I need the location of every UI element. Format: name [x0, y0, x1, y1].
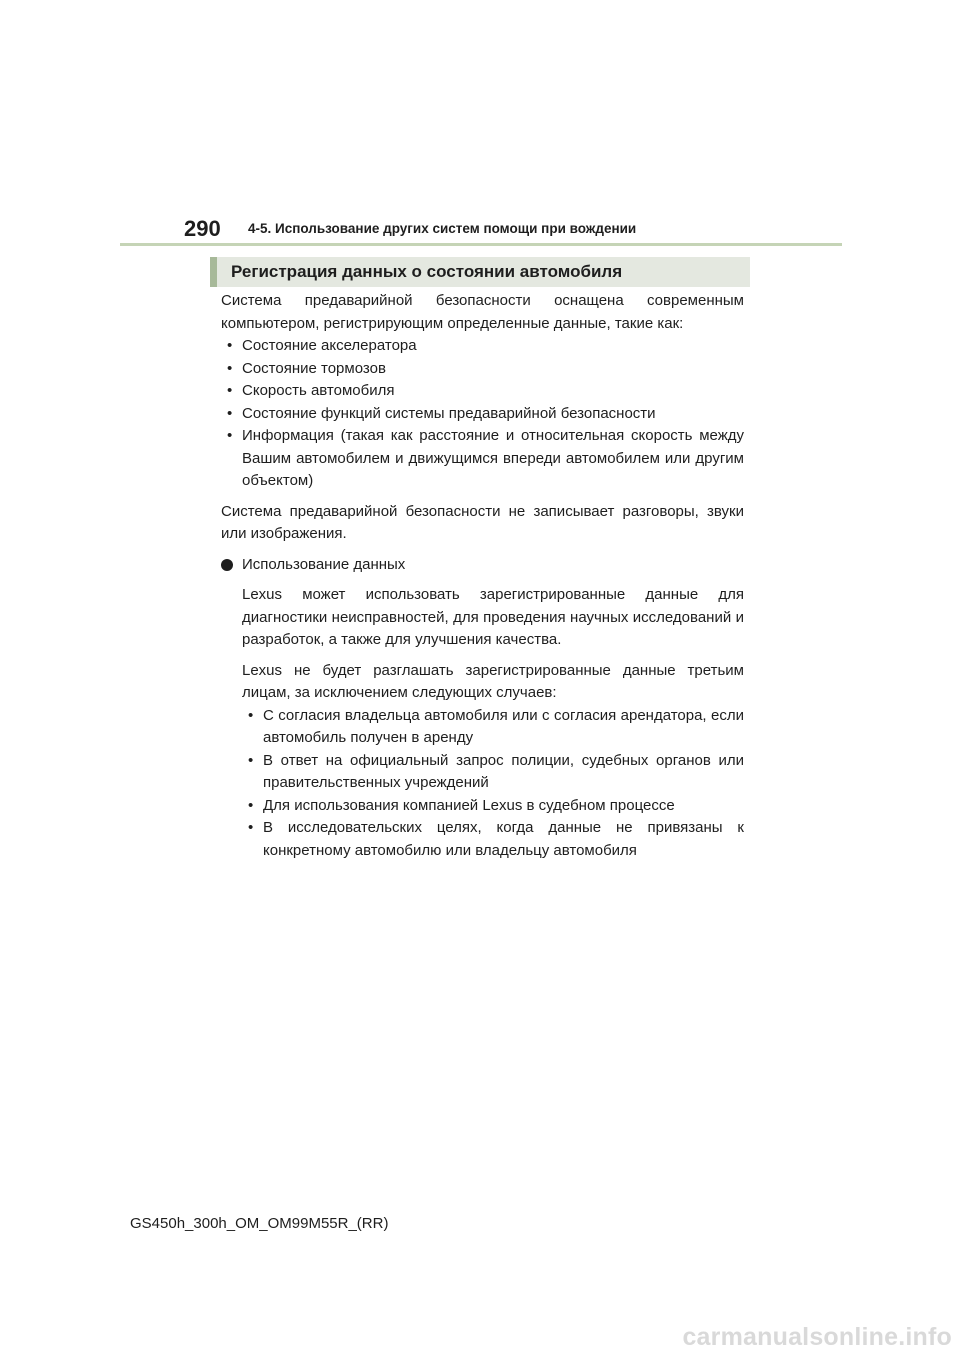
list-item-text: С согласия владельца автомобиля или с согласия арендатора, если автомобиль получен в аренду [263, 706, 744, 746]
bullet-icon: • [248, 819, 254, 836]
list-item [221, 358, 744, 381]
filled-circle-icon [221, 559, 233, 571]
list-item [242, 750, 744, 795]
section-title: Регистрация данных о состоянии автомобиля [231, 262, 623, 281]
list-item-text: В ответ на официальный запрос полиции, судебных органов или правительственных учреждений [263, 751, 744, 791]
disclosure-paragraph: Lexus не будет разглашать зарегистрированные данные третьим лицам, за исключением следующих случаев: [242, 661, 744, 701]
bullet-icon: • [227, 427, 233, 444]
header-divider [120, 243, 842, 246]
usage-heading [221, 554, 744, 577]
list-item [242, 705, 744, 750]
bullet-icon: • [248, 796, 254, 814]
list-item-text: Состояние тормозов [242, 359, 386, 377]
document-code: GS450h_300h_OM_OM99M55R_(RR) [130, 1215, 389, 1232]
intro-paragraph: Система предаварийной безопасности оснащена современным компьютером, регистрирующим определенные данные, такие как: [221, 292, 744, 332]
list-item [221, 403, 744, 426]
bullet-icon: • [227, 337, 233, 354]
usage-paragraph: Lexus может использовать зарегистрированные данные для диагностики неисправностей, для проведения научных исследований и разработок, а также для улучшения качества. [242, 586, 744, 648]
bullet-icon: • [248, 706, 254, 724]
bullet-icon: • [227, 404, 233, 422]
section-title-bar [210, 257, 750, 287]
list-item [221, 380, 744, 403]
list-item-text: Состояние функций системы предаварийной безопасности [242, 404, 656, 422]
main-content [221, 290, 744, 862]
list-item-text: Состояние акселератора [242, 337, 417, 354]
list-item-text: Информация (такая как расстояние и относительная скорость между Вашим автомобилем и движущимся впереди автомобилем или другим объектом) [242, 427, 744, 489]
list-item [221, 425, 744, 493]
section-header: 4-5. Использование других систем помощи при вождении [248, 221, 637, 236]
list-item [242, 817, 744, 862]
bullet-icon: • [248, 751, 254, 769]
bullet-icon: • [227, 382, 233, 399]
list-item-text: В исследовательских целях, когда данные не привязаны к конкретному автомобилю или владельцу автомобиля [263, 819, 744, 859]
list-item [242, 795, 744, 818]
list-item-text: Скорость автомобиля [242, 382, 395, 399]
list-item [221, 335, 744, 358]
usage-heading-text: Использование данных [242, 555, 406, 573]
watermark: carmanualsonline.info [682, 1323, 952, 1351]
page-number: 290 [184, 216, 221, 241]
list-item-text: Для использования компанией Lexus в судебном процессе [263, 796, 675, 814]
no-recording-paragraph: Система предаварийной безопасности не записывает разговоры, звуки или изображения. [221, 502, 744, 542]
bullet-icon: • [227, 359, 233, 377]
